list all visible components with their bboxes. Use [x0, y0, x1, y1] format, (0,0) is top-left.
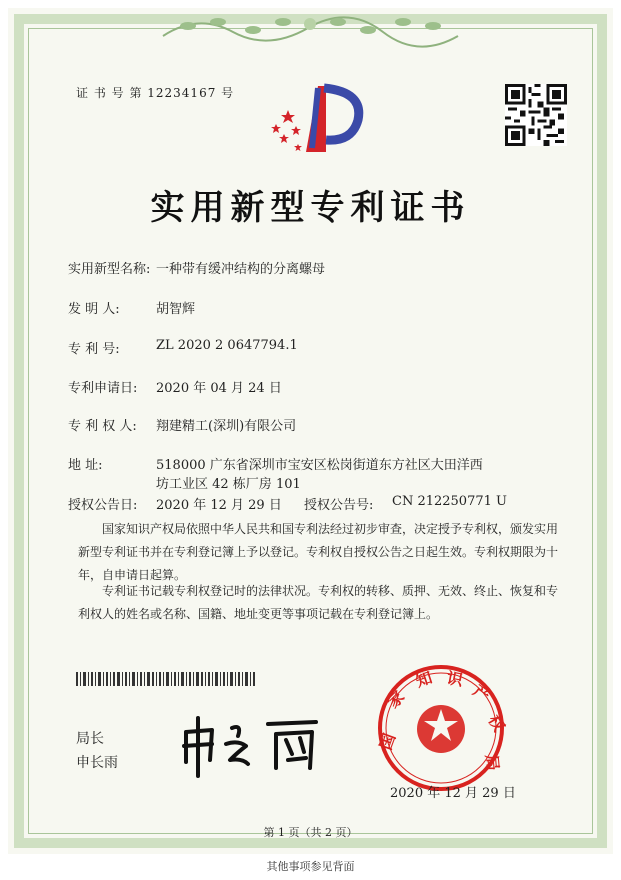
grant-number-label: 授权公告号:: [304, 498, 374, 513]
certificate-title: 实用新型专利证书: [150, 188, 471, 228]
field-label-filing-date: 专利申请日:: [68, 381, 138, 396]
seal-date: 2020 年 12 月 29 日: [390, 786, 516, 801]
field-label-patent-number: 专 利 号:: [68, 342, 120, 357]
field-label-patentee: 专 利 权 人:: [68, 419, 137, 434]
svg-text:知: 知: [413, 667, 435, 691]
svg-text:局: 局: [482, 753, 503, 772]
certificate-number: 证 书 号 第 12234167 号: [76, 86, 235, 100]
field-value-filing-date: 2020 年 04 月 24 日: [156, 381, 282, 396]
certificate-page: [8, 8, 613, 854]
official-seal-icon: [375, 663, 509, 793]
field-value-name: 一种带有缓冲结构的分离螺母: [156, 262, 326, 277]
statement-paragraph-1: 国家知识产权局依照中华人民共和国专利法经过初步审查，决定授予专利权，颁发实用新型专利证书并在专利登记簿上予以登记。专利权自授权公告之日起生效。专利权期限为十年，自申请日起算。: [78, 522, 559, 582]
grant-number-value: CN 212250771 U: [392, 494, 507, 509]
svg-text:家: 家: [383, 687, 409, 712]
statement-paragraph-2: 专利证书记载专利权登记时的法律状况。专利权的转移、质押、无效、终止、恢复和专利权人的姓名或名称、国籍、地址变更等事项记载在专利登记簿上。: [78, 584, 559, 621]
handwritten-signature-icon: [176, 710, 326, 780]
director-title: 局长: [76, 731, 104, 747]
vine-ornament-icon: [158, 8, 463, 48]
field-value-patentee: 翔建精工(深圳)有限公司: [156, 419, 297, 434]
svg-text:国: 国: [375, 730, 400, 753]
field-value-patent-number: ZL 2020 2 0647794.1: [156, 338, 298, 353]
page-number: 第 1 页（共 2 页）: [263, 826, 358, 839]
grant-date-label: 授权公告日:: [68, 498, 138, 513]
patent-office-logo-icon: [266, 82, 366, 156]
barcode-icon: [76, 672, 256, 686]
svg-text:产: 产: [469, 680, 494, 706]
svg-text:识: 识: [445, 668, 465, 690]
back-side-note: 其他事项参见背面: [266, 860, 355, 873]
qr-code-icon: [505, 84, 567, 146]
field-value-inventor: 胡智辉: [156, 302, 196, 317]
field-label-inventor: 发 明 人:: [68, 302, 120, 317]
grant-date-value: 2020 年 12 月 29 日: [156, 498, 282, 513]
field-label-name: 实用新型名称:: [68, 262, 151, 277]
director-name: 申长雨: [76, 755, 118, 771]
field-value-address-line1: 518000 广东省深圳市宝安区松岗街道东方社区大田洋西: [156, 458, 483, 473]
svg-text:权: 权: [484, 711, 509, 735]
field-label-address: 地 址:: [68, 458, 103, 473]
field-value-address-line2: 坊工业区 42 栋厂房 101: [156, 477, 301, 492]
